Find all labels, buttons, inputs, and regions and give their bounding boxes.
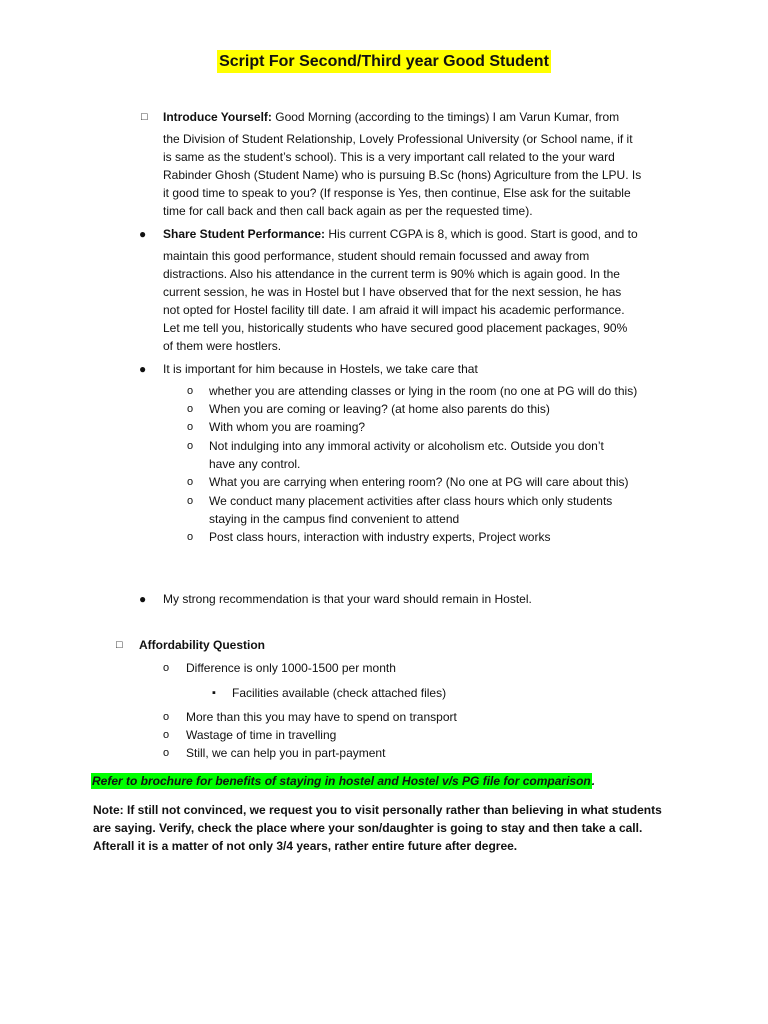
circle-bullet-icon: o — [163, 662, 170, 674]
importance-item-line: have any control. — [209, 457, 301, 471]
bullet-icon: ● — [139, 362, 147, 376]
note-line: are saying. Verify, check the place where your son/daughter is going to stay and then take a call. — [93, 821, 643, 835]
refer-trailing: . — [591, 774, 596, 788]
circle-bullet-icon: o — [163, 729, 170, 741]
intro-heading: Introduce Yourself: — [163, 110, 272, 124]
circle-bullet-icon: o — [187, 531, 194, 543]
performance-line: Let me tell you, historically students who have secured good placement packages, 90% — [163, 321, 628, 335]
circle-bullet-icon: o — [187, 495, 194, 507]
refer-highlighted-text: Refer to brochure for benefits of staying in hostel and Hostel v/s PG file for comparison — [92, 774, 591, 788]
importance-item — [209, 437, 689, 473]
intro-line: the Division of Student Relationship, Lovely Professional University (or School name, if it — [163, 132, 633, 146]
circle-bullet-icon: o — [163, 747, 170, 759]
importance-lead: It is important for him because in Hostels, we take care that — [163, 362, 478, 376]
performance-line: current session, he was in Hostel but I have observed that for the next session, he has — [163, 285, 622, 299]
affordability-sub-item: Facilities available (check attached files) — [232, 686, 447, 700]
intro-line: it good time to speak to you? (If response is Yes, then continue, Else ask for the suitable — [163, 186, 631, 200]
importance-item — [209, 528, 689, 546]
circle-bullet-icon: o — [187, 385, 194, 397]
bullet-icon: ● — [139, 592, 147, 606]
circle-bullet-icon: o — [187, 421, 194, 433]
performance-paragraph — [163, 247, 723, 355]
importance-item — [209, 473, 689, 491]
circle-bullet-icon: o — [187, 476, 194, 488]
importance-item — [209, 400, 689, 418]
performance-heading: Share Student Performance: — [163, 227, 326, 241]
square-bullet-icon: ▪ — [212, 687, 216, 699]
importance-item-line: We conduct many placement activities after class hours which only students — [209, 494, 613, 508]
intro-line: Rabinder Ghosh (Student Name) who is pursuing B.Sc (hons) Agriculture from the LPU. Is — [163, 168, 642, 182]
title-wrapper — [0, 50, 768, 73]
affordability-item: Difference is only 1000-1500 per month — [186, 661, 396, 675]
intro-line: time for call back and then call back again as per the requested time). — [163, 204, 533, 218]
circle-bullet-icon: o — [187, 403, 194, 415]
performance-first-line — [163, 225, 723, 243]
importance-item-line: What you are carrying when entering room? (No one at PG will care about this) — [209, 475, 629, 489]
affordability-item: Wastage of time in travelling — [186, 728, 337, 742]
affordability-item: Still, we can help you in part-payment — [186, 746, 386, 760]
circle-bullet-icon: o — [163, 711, 170, 723]
box-bullet-icon: □ — [116, 639, 123, 651]
intro-first-text: Good Morning (according to the timings) I am Varun Kumar, from — [271, 110, 620, 124]
importance-item-line: Post class hours, interaction with industry experts, Project works — [209, 530, 551, 544]
performance-first-text: His current CGPA is 8, which is good. Start is good, and to — [325, 227, 638, 241]
importance-item — [209, 418, 689, 436]
note-line: Note: If still not convinced, we request you to visit personally rather than believing in what students — [93, 803, 662, 817]
importance-item — [209, 382, 689, 400]
bullet-icon: ● — [139, 227, 147, 241]
importance-item-line: whether you are attending classes or lying in the room (no one at PG will do this) — [209, 384, 638, 398]
importance-item — [209, 492, 689, 528]
note-line: Afterall it is a matter of not only 3/4 years, rather entire future after degree. — [93, 839, 518, 853]
intro-first-line — [163, 108, 723, 126]
intro-paragraph — [163, 130, 723, 220]
recommendation-text: My strong recommendation is that your ward should remain in Hostel. — [163, 592, 532, 606]
importance-item-line: Not indulging into any immoral activity or alcoholism etc. Outside you don’t — [209, 439, 604, 453]
performance-line: maintain this good performance, student should remain focussed and away from — [163, 249, 590, 263]
refer-line — [91, 772, 595, 790]
importance-item-line: With whom you are roaming? — [209, 420, 366, 434]
intro-line: is same as the student’s school). This is a very important call related to the your ward — [163, 150, 615, 164]
document-title: Script For Second/Third year Good Student — [217, 50, 551, 73]
note-paragraph — [93, 801, 713, 855]
box-bullet-icon: □ — [141, 111, 148, 123]
performance-line: distractions. Also his attendance in the current term is 90% which is again good. In the — [163, 267, 620, 281]
affordability-heading: Affordability Question — [139, 638, 265, 652]
importance-item-line: When you are coming or leaving? (at home also parents do this) — [209, 402, 550, 416]
circle-bullet-icon: o — [187, 440, 194, 452]
performance-line: of them were hostlers. — [163, 339, 282, 353]
performance-line: not opted for Hostel facility till date. I am afraid it will impact his academic performance. — [163, 303, 625, 317]
affordability-item: More than this you may have to spend on transport — [186, 710, 457, 724]
importance-item-line: staying in the campus find convenient to attend — [209, 512, 460, 526]
